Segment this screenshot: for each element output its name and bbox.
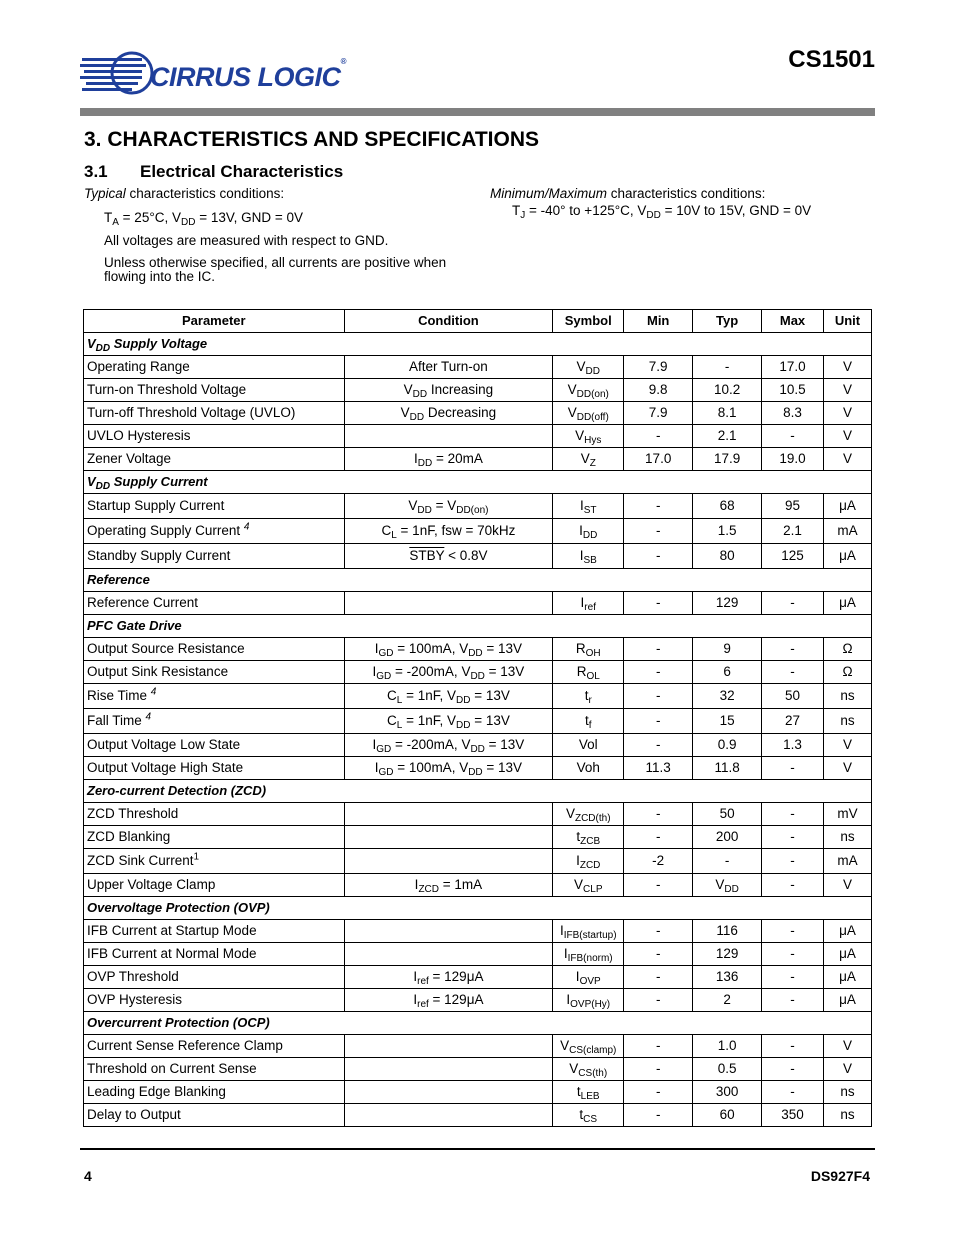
table-row: Fall Time $^4$ $C_L = 1nF$, $V_{DD} = 13V$ $t_f$ - 15 27 ns	[84, 709, 872, 734]
footer-rule	[80, 1148, 875, 1150]
table-row: Turn-off Threshold Voltage (UVLO) $V_{DD}$ Decreasing $V_{DD(off)}$ 7.9 8.1 8.3 V	[84, 402, 872, 425]
page-header	[80, 40, 875, 110]
table-row: Reference Current $I_{ref}$ - 129 - μA	[84, 592, 872, 615]
table-row: Zener Voltage $I_{DD} = 20mA$ $V_Z$ 17.0 17.9 19.0 V	[84, 448, 872, 471]
table-row: ZCD Threshold $V_{ZCD(th)}$ - 50 - mV	[84, 803, 872, 826]
section-row: Overvoltage Protection (OVP)	[84, 897, 872, 920]
table-row: Output Voltage High State $I_{GD} = 100mA$, $V_{DD} = 13V$ Voh 11.3 11.8 - V	[84, 757, 872, 780]
table-row: IFB Current at Normal Mode $I_{IFB(norm)}$ - 129 - μA	[84, 943, 872, 966]
section-row: Zero-current Detection (ZCD)	[84, 780, 872, 803]
header-unit: Unit	[823, 310, 871, 333]
header-symbol: Symbol	[553, 310, 624, 333]
header-min: Min	[624, 310, 693, 333]
typical-condition-current-b: flowing into the IC.	[104, 269, 216, 284]
table-row: IFB Current at Startup Mode $I_{IFB(startup)}$ - 116 - μA	[84, 920, 872, 943]
minmax-condition-temp: $T_J = -40^\circ$ to +125°C, $V_{DD} = 10V$ to 15V, GND = 0V	[512, 203, 812, 221]
page-number: 4	[84, 1168, 92, 1184]
table-row: Operating Supply Current $^4$ $C_L = 1nF$, fsw = 70kHz $I_{DD}$ - 1.5 2.1 mA	[84, 519, 872, 544]
document-number: DS927F4	[810, 1168, 870, 1184]
typical-condition-current-a: Unless otherwise specified, all currents are positive when	[104, 255, 447, 270]
table-row: Turn-on Threshold Voltage $V_{DD}$ Increasing $V_{DD(on)}$ 9.8 10.2 10.5 V	[84, 379, 872, 402]
table-row: Startup Supply Current $V_{DD} = V_{DD(on)}$ $I_{ST}$ - 68 95 μA	[84, 494, 872, 519]
table-row: Delay to Output $t_{CS}$ - 60 350 ns	[84, 1104, 872, 1127]
table-row: Operating Range After Turn-on $V_{DD}$ 7.9 - 17.0 V	[84, 356, 872, 379]
header-rule	[80, 108, 875, 116]
header-typ: Typ	[693, 310, 762, 333]
header-parameter: Parameter	[84, 310, 345, 333]
section-row: Reference	[84, 569, 872, 592]
table-header-row	[84, 310, 872, 333]
table-row: ZCD Blanking $t_{ZCB}$ - 200 - ns	[84, 826, 872, 849]
subsection-title: 3.1 Electrical Characteristics	[84, 162, 344, 181]
minmax-conditions-label: Minimum/Maximum characteristics conditions:	[490, 186, 766, 201]
table-row: Current Sense Reference Clamp $V_{CS(clamp)}$ - 1.0 - V	[84, 1035, 872, 1058]
section-title: 3. CHARACTERISTICS AND SPECIFICATIONS	[84, 128, 540, 151]
table-row: ZCD Sink Current$^1$ $I_{ZCD}$ -2 - - mA	[84, 849, 872, 874]
table-row: OVP Hysteresis $I_{ref} = 129\mu A$ $I_{OVP(Hy)}$ - 2 - μA	[84, 989, 872, 1012]
table-row: Standby Supply Current STBY < 0.8V $I_{SB}$ - 80 125 μA	[84, 544, 872, 569]
brand-name: CIRRUS LOGIC®	[150, 57, 346, 92]
header-condition: Condition	[344, 310, 553, 333]
header-max: Max	[762, 310, 824, 333]
section-row: $V_{DD}$ Supply Current	[84, 471, 872, 494]
section-row: Overcurrent Protection (OCP)	[84, 1012, 872, 1035]
table-row: Leading Edge Blanking $t_{LEB}$ - 300 - ns	[84, 1081, 872, 1104]
table-row: Rise Time $^4$ $C_L = 1nF$, $V_{DD} = 13V$ $t_r$ - 32 50 ns	[84, 684, 872, 709]
electrical-characteristics-table	[83, 309, 872, 1127]
section-row: $V_{DD}$ Supply Voltage	[84, 333, 872, 356]
table-row: Upper Voltage Clamp $I_{ZCD} = 1mA$ $V_{CLP}$ - $V_{DD}$ - V	[84, 874, 872, 897]
typical-condition-gnd: All voltages are measured with respect to GND.	[104, 233, 389, 248]
typical-conditions-label: Typical characteristics conditions:	[84, 186, 285, 201]
section-row: PFC Gate Drive	[84, 615, 872, 638]
table-row: UVLO Hysteresis $V_{Hys}$ - 2.1 - V	[84, 425, 872, 448]
typical-condition-temp: $T_A = 25^\circ C$, $V_{DD} = 13V$, GND = 0V	[104, 210, 304, 228]
table-row: Output Voltage Low State $I_{GD} = -200mA$, $V_{DD} = 13V$ Vol - 0.9 1.3 V	[84, 734, 872, 757]
table-row: Output Source Resistance $I_{GD} = 100mA$, $V_{DD} = 13V$ $R_{OH}$ - 9 - Ω	[84, 638, 872, 661]
table-row: Output Sink Resistance $I_{GD} = -200mA$, $V_{DD} = 13V$ $R_{OL}$ - 6 - Ω	[84, 661, 872, 684]
document-id: CS1501	[788, 46, 875, 73]
table-row: Threshold on Current Sense $V_{CS(th)}$ - 0.5 - V	[84, 1058, 872, 1081]
table-row: OVP Threshold $I_{ref} = 129\mu A$ $I_{OVP}$ - 136 - μA	[84, 966, 872, 989]
